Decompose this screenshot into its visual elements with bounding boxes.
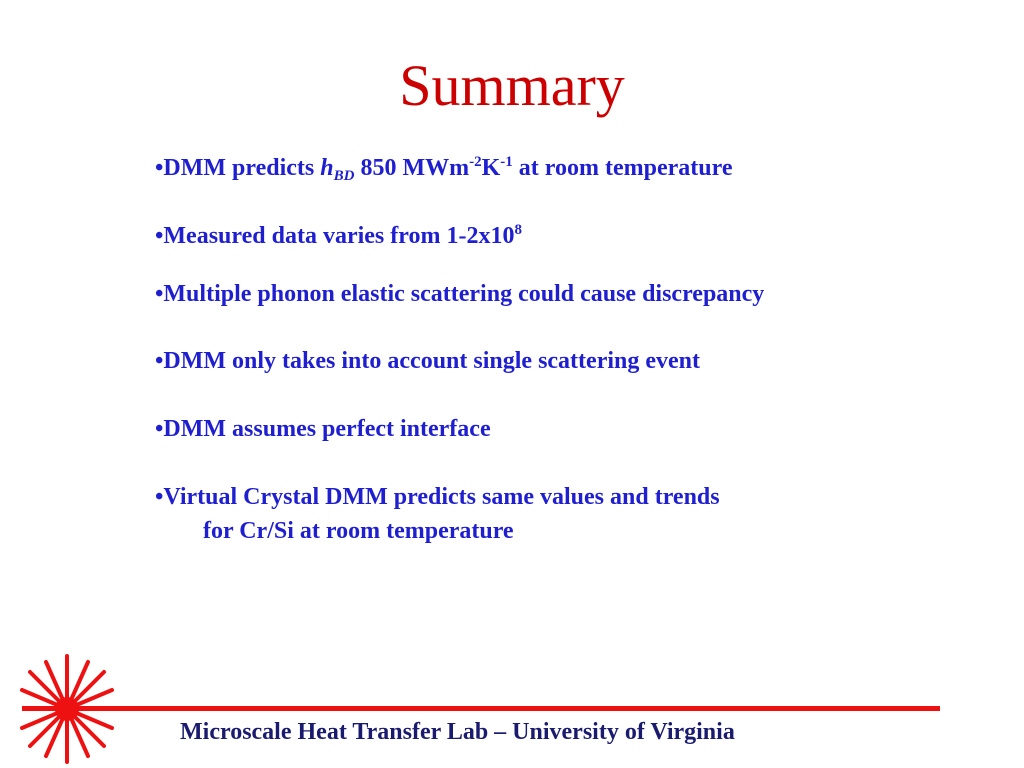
bullet-item [155,222,522,250]
bullet-item [155,415,491,443]
laser-starburst-icon [8,650,126,768]
bullet-text: Measured data varies from 1-2x10 [163,223,515,249]
bullet-marker: • [155,484,164,510]
bullet-continuation: for Cr/Si at room temperature [203,518,514,544]
bullet-marker: • [155,223,164,249]
bullet-text: 850 MWm [354,155,470,181]
bullet-text: Multiple phonon elastic scattering could cause discrepancy [163,281,765,307]
subscript-bd: BD [333,168,355,184]
exponent: -1 [500,154,513,170]
slide-title: Summary [399,53,625,118]
bullet-text: DMM assumes perfect interface [163,416,491,442]
bullet-marker: • [155,348,164,374]
bullet-item [155,483,720,511]
variable-h: h [320,155,334,181]
bullet-item [155,347,700,375]
bullet-item [155,154,733,182]
unit: K [481,155,501,181]
bullet-text: DMM predicts [163,155,321,181]
bullet-marker: • [155,416,164,442]
bullet-item [155,280,764,308]
footer-divider [22,706,940,711]
exponent: 8 [514,222,522,238]
bullet-text: DMM only takes into account single scattering event [163,348,701,374]
bullet-text: Virtual Crystal DMM predicts same values and trends [163,484,720,510]
footer-caption: Microscale Heat Transfer Lab – University of Virginia [180,719,735,745]
exponent: -2 [469,154,482,170]
bullet-text: at room temperature [512,155,733,181]
bullet-marker: • [155,281,164,307]
bullet-marker: • [155,155,164,181]
